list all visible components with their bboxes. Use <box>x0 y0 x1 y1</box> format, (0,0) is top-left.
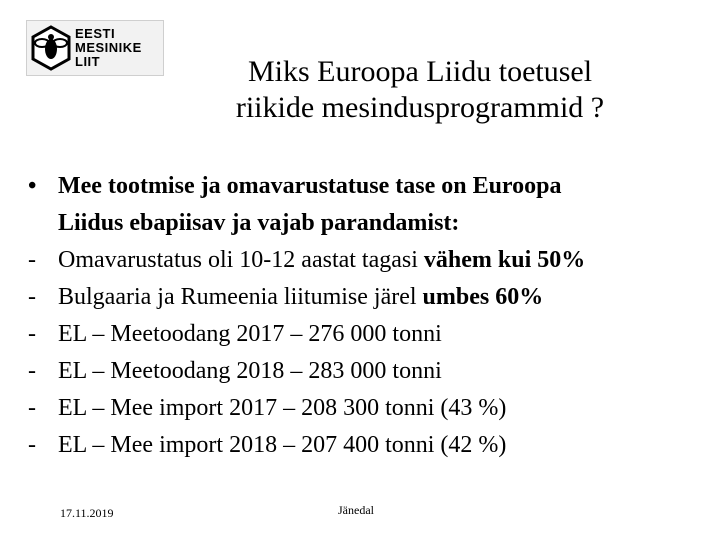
item-text: EL – Meetoodang 2017 – 276 000 tonni <box>58 321 442 347</box>
bullet-text-1: Mee tootmise ja omavarustatuse tase on Euroopa <box>58 173 562 199</box>
list-item <box>28 353 708 390</box>
logo-wordmark <box>75 27 165 69</box>
bullet-marker: • <box>28 173 37 199</box>
item-text: EL – Mee import 2018 – 207 400 tonni (42 %) <box>58 432 507 458</box>
bullet-line-1 <box>28 168 708 205</box>
dash-marker: - <box>28 247 36 273</box>
title-line-1: Miks Euroopa Liidu toetusel <box>247 55 593 88</box>
dash-marker: - <box>28 284 36 310</box>
bee-emblem-icon <box>30 25 72 71</box>
item-text: Omavarustatus oli 10-12 aastat tagasi <box>58 247 424 273</box>
dash-marker: - <box>28 395 36 421</box>
bullet-text-2: Liidus ebapiisav ja vajab parandamist: <box>58 210 460 236</box>
list-item <box>28 427 708 464</box>
item-text: EL – Meetoodang 2018 – 283 000 tonni <box>58 358 442 384</box>
logo-line-2: MESINIKE <box>75 40 142 55</box>
item-bold-text: vähem kui 50% <box>423 247 586 273</box>
slide-body <box>28 168 708 464</box>
dash-marker: - <box>28 432 36 458</box>
list-item <box>28 242 708 279</box>
item-text: Bulgaaria ja Rumeenia liitumise järel <box>58 284 423 310</box>
slide-title <box>160 54 680 126</box>
logo <box>26 20 164 76</box>
title-line-2: riikide mesindusprogrammid ? <box>235 91 605 124</box>
list-item <box>28 279 708 316</box>
logo-line-3: LIIT <box>75 54 101 69</box>
item-bold-text: umbes 60% <box>422 284 544 310</box>
footer-author: Jänedal <box>338 503 374 517</box>
dash-marker: - <box>28 358 36 384</box>
logo-line-1: EESTI <box>75 26 116 41</box>
dash-marker: - <box>28 321 36 347</box>
bullet-line-2 <box>28 205 708 242</box>
list-item <box>28 390 708 427</box>
list-item <box>28 316 708 353</box>
item-text: EL – Mee import 2017 – 208 300 tonni (43 %) <box>58 395 507 421</box>
footer-date: 17.11.2019 <box>60 506 114 520</box>
